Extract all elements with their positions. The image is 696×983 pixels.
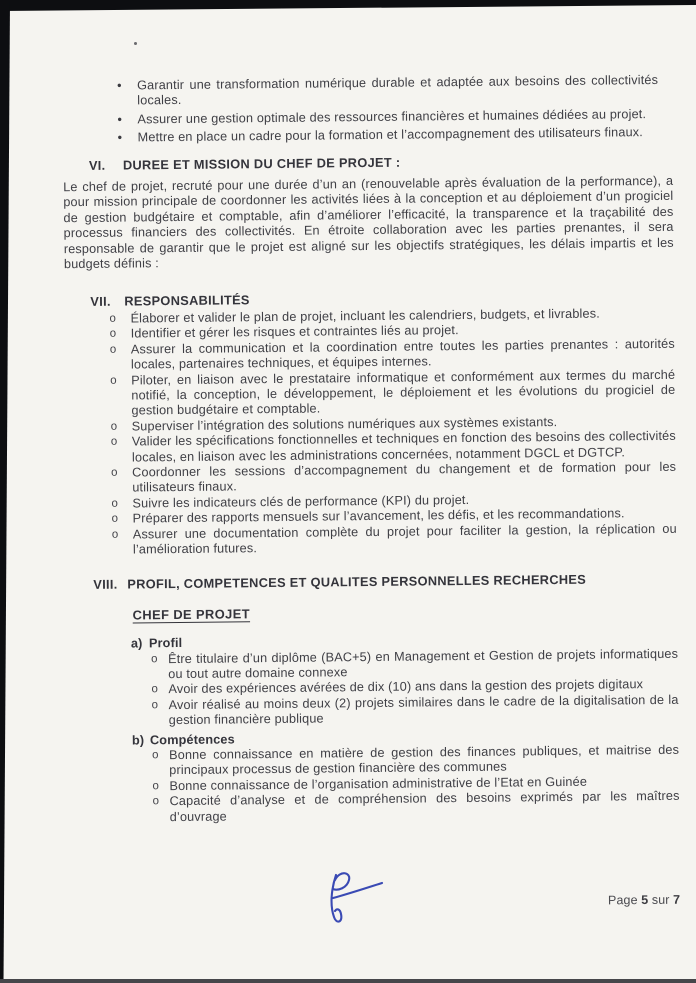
page-number-separator: sur <box>651 892 670 907</box>
subsection-label: a) <box>130 636 143 651</box>
circle-bullet-icon: o <box>109 312 117 325</box>
profil-list <box>68 646 679 729</box>
responsibilities-list <box>64 306 677 559</box>
bullet-text: Assurer la communication et la coordination entre toutes les parties prenantes : autorités locales, partenaires techniques, et équipes internes. <box>130 336 675 372</box>
section-vi-paragraph: Le chef de projet, recruté pour une durée d’un an (renouvelable après évaluation de la performance), a pour mission principale de coordonner les activités liées à la conception et au déploiement d’un progiciel de gestion budgétaire et comptable, afin d’améliorer l’efficacité, la transparence et la traçabilité des processus financiers des collectivités. En étroite collaboration avec les parties prenantes, il sera responsable de garantir que le projet est aligné sur les objectifs stratégiques, les délais impartis et les budgets définis : <box>63 173 674 272</box>
circle-bullet-icon: o <box>151 699 159 712</box>
bullet-text: Garantir une transformation numérique durable et adaptée aux besoins des collectivités locales. <box>137 72 659 108</box>
list-item <box>69 693 679 730</box>
circle-bullet-icon: o <box>109 343 117 356</box>
bullet-text: Superviser l’intégration des solutions numériques aux systèmes existants. <box>131 414 558 434</box>
section-number: VII. <box>90 294 111 310</box>
circle-bullet-icon: o <box>110 374 117 387</box>
scan-edge-bottom <box>0 979 696 983</box>
intro-bullet-list <box>62 73 673 147</box>
bullet-text: Valider les spécifications fonctionnelles et techniques en fonction des besoins des collectivités locales, en liaison avec les administrations concernées, notamment DGCL et DGTCP. <box>131 428 676 465</box>
section-title: PROFIL, COMPETENCES ET QUALITES PERSONNELLES RECHERCHES <box>127 572 587 592</box>
subsection-title: Compétences <box>149 732 235 747</box>
bullet-text: Bonne connaissance en matière de gestion des finances publiques, et maitrise des principaux processus de gestion financière des communes <box>169 742 680 778</box>
subsection-label: b) <box>131 732 145 748</box>
section-title: DUREE ET MISSION DU CHEF DE PROJET : <box>122 154 401 173</box>
bullet-text: Assurer une documentation complète du projet pour faciliter la gestion, la réplication ou l’amélioration futures. <box>132 521 677 557</box>
bullet-text: Identifier et gérer les risques et contraintes liés au projet. <box>130 323 459 341</box>
circle-bullet-icon: o <box>111 512 119 525</box>
bullet-icon: • <box>117 130 123 145</box>
competences-list <box>69 743 680 826</box>
circle-bullet-icon: o <box>111 497 119 510</box>
list-item <box>118 125 659 146</box>
bullet-icon: • <box>117 112 123 127</box>
role-heading: CHEF DE PROJET <box>132 606 251 623</box>
bullet-text: Être titulaire d’un diplôme (BAC+5) en Management et Gestion de projets informatiques ou tout autre domaine connexe <box>168 646 679 682</box>
circle-bullet-icon: o <box>111 466 118 479</box>
bullet-text: Mettre en place un cadre pour la formation et l’accompagnement des utilisateurs finaux. <box>137 125 643 145</box>
bullet-text: Suivre les indicateurs clés de performance (KPI) du projet. <box>132 492 470 511</box>
section-heading-viii <box>67 571 677 593</box>
circle-bullet-icon: o <box>151 683 159 696</box>
handwritten-signature-icon <box>318 868 390 932</box>
section-title: RESPONSABILITÉS <box>124 292 250 310</box>
list-item <box>70 789 680 826</box>
bullet-text: Coordonner les sessions d’accompagnement du changement et de formation pour les utilisateurs finaux. <box>132 459 677 495</box>
bullet-text: Avoir des expériences avérées de dix (10) ans dans la gestion des projets digitaux <box>168 677 644 697</box>
document-body <box>62 73 680 826</box>
scan-speck <box>134 42 137 45</box>
page-number <box>608 893 680 908</box>
bullet-text: Piloter, en liaison avec le prestataire informatique et conformément aux termes du marché notifié, la conception, le développement, le déploiement et les évolutions du progiciel de gestion budgétaire et comptable. <box>131 367 676 418</box>
bullet-text: Préparer des rapports mensuels sur l’avancement, les défis, et les recommandations. <box>132 506 625 526</box>
page-number-current: 5 <box>640 892 649 908</box>
circle-bullet-icon: o <box>152 780 160 793</box>
bullet-text: Bonne connaissance de l’organisation administrative de l’Etat en Guinée <box>169 774 588 793</box>
list-item <box>117 107 658 128</box>
section-number: VIII. <box>93 577 118 593</box>
circle-bullet-icon: o <box>110 435 118 448</box>
circle-bullet-icon: o <box>111 528 119 541</box>
subsection-title: Profil <box>148 636 183 651</box>
circle-bullet-icon: o <box>152 795 160 808</box>
list-item <box>67 521 677 558</box>
scan-edge-left <box>0 0 10 983</box>
page-number-prefix: Page <box>607 893 638 908</box>
list-item <box>117 73 658 109</box>
circle-bullet-icon: o <box>110 420 118 433</box>
bullet-text: Capacité d’analyse et de compréhension des besoins exprimés par les maîtres d’ouvrage <box>169 789 680 824</box>
circle-bullet-icon: o <box>151 652 158 665</box>
circle-bullet-icon: o <box>109 327 117 340</box>
section-heading-vi <box>63 151 673 173</box>
signature-strokes <box>332 873 382 921</box>
bullet-text: Élaborer et valider le plan de projet, incluant les calendriers, budgets, et livrables. <box>130 306 600 326</box>
bullet-text: Assurer une gestion optimale des ressources financières et humaines dédiées au projet. <box>137 106 647 127</box>
list-item <box>65 367 675 420</box>
circle-bullet-icon: o <box>152 749 159 762</box>
page-number-total: 7 <box>672 892 681 907</box>
bullet-text: Avoir réalisé au moins deux (2) projets similaires dans le cadre de la digitalisation de la gestion financière publique <box>168 692 679 728</box>
bullet-icon: • <box>117 78 122 93</box>
scan-edge-top <box>0 0 696 11</box>
section-number: VI. <box>88 157 106 173</box>
